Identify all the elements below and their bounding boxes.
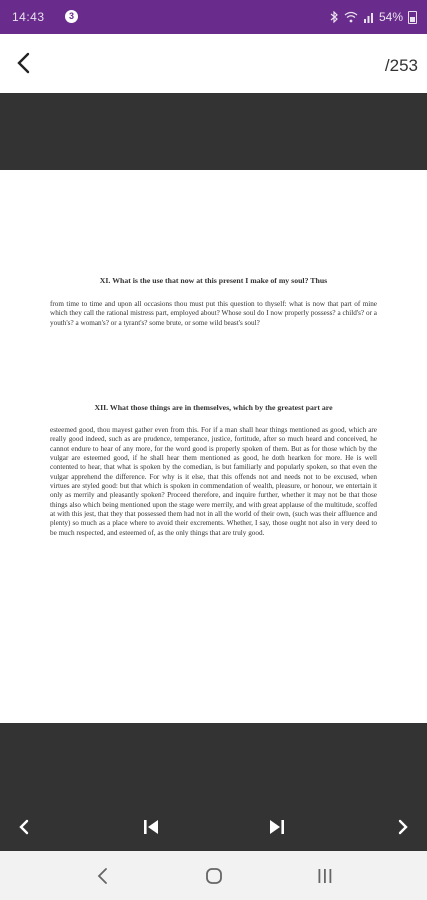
first-page-icon[interactable]	[138, 814, 164, 840]
nav-recent-apps-icon[interactable]	[312, 863, 338, 889]
section-xi-heading: XI. What is the use that now at this present I make of my soul? Thus	[99, 276, 328, 285]
system-navigation-bar	[0, 851, 427, 900]
wifi-icon	[344, 11, 358, 23]
page-counter[interactable]: /253	[384, 56, 418, 75]
notification-badge: 3	[65, 10, 78, 23]
reader-toolbar	[0, 34, 427, 92]
nav-home-icon[interactable]	[201, 863, 227, 889]
bluetooth-icon	[330, 11, 339, 23]
status-time: 14:43	[12, 10, 45, 24]
section-xi-body: from time to time and upon all occasions thou must put this question to thyself: what is now that part of mine which they call the rational mistress part, employed about? Whose soul do I now properly possess? a child's? or a youth's? a woman's? or a tyrant's? some brute, or some wild beast's soul?	[50, 300, 377, 327]
section-xii-body: esteemed good, thou mayest gather even from this. For if a man shall hear things mentioned as good, which are really good indeed, such as are prudence, temperance, justice, fortitude, after so much heard and conceived, he cannot endure to hear of any more, for the word good is properly spoken of them. But as for those which by the vulgar are esteemed good, if he shall hear them mentioned as good, he doth hearken for more. He is well contented to hear, that what is spoken by the comedian, is but familiarly and popularly spoken, so that even the vulgar apprehend the difference. For why is it else, that this offends not and needs not to be excused, when virtues are styled good: but that which is spoken in commendation of wealth, pleasure, or honour, we entertain it only as merrily and pleasantly spoken? Proceed therefore, and inquire further, whether it may not be that those things also which being mentioned upon the stage were merrily, and with great applause of the multitude, scoffed at with this jest, that they that possessed them had not in all the world of their own, (such was their affluence and plenty) so much as a place where to avoid their excrements. Whether, I say, those ought not also in very deed to be much respected, and esteemed of, as the only things that are truly good.	[50, 426, 377, 537]
nav-back-icon[interactable]	[90, 863, 116, 889]
status-icons	[330, 10, 417, 24]
battery-icon	[408, 11, 417, 24]
section-xii-heading: XII. What those things are in themselves, which by the greatest part are	[94, 403, 333, 412]
previous-page-icon[interactable]	[12, 814, 38, 840]
back-arrow-icon[interactable]	[8, 46, 42, 80]
reader-controls-panel	[0, 723, 427, 851]
next-page-icon[interactable]	[389, 814, 415, 840]
status-bar	[0, 0, 427, 34]
last-page-icon[interactable]	[264, 814, 290, 840]
reader-top-margin	[0, 93, 427, 170]
book-page[interactable]	[0, 170, 427, 723]
battery-percent: 54%	[378, 10, 403, 24]
signal-icon	[363, 12, 374, 23]
